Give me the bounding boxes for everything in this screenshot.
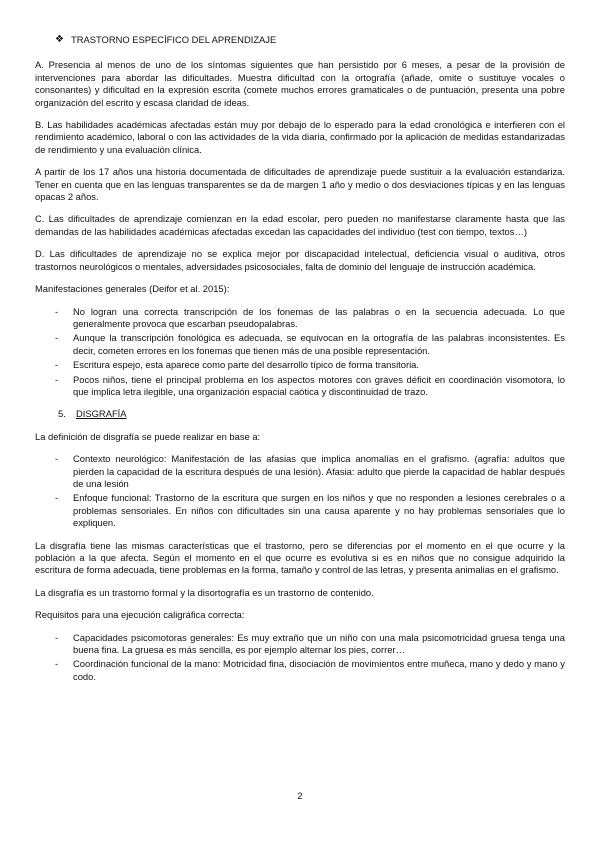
paragraph-criterion-d: D. Las dificultades de aprendizaje no se explica mejor por discapacidad intelectual, deficiencia visual o auditiva, otros trastornos neurológicos o mentales, adversidades psicosociales, falta de dominio del lenguaje de instrucción académica.: [35, 248, 565, 272]
page-number: 2: [297, 790, 303, 801]
dash-bullet: -: [55, 359, 59, 371]
manifestaciones-list: [35, 306, 565, 399]
list-item: [35, 658, 565, 683]
list-item-text: Pocos niños, tiene el principal problema en los aspectos motores con graves déficit en coordinación visomotora, lo que implica letra ilegible, una organización espacial caótica y discontinuidad de trazo.: [73, 373, 565, 397]
dash-bullet: -: [55, 492, 59, 504]
dash-bullet: -: [55, 453, 59, 465]
dash-bullet: -: [55, 373, 59, 385]
list-item-text: Coordinación funcional de la mano: Motricidad fina, disociación de movimientos entre muñeca, mano y dedo y mano y codo.: [73, 658, 565, 682]
list-item: [35, 306, 565, 331]
list-item: [35, 332, 565, 357]
list-item-text: No logran una correcta transcripción de los fonemas de las palabras o en la secuencia adecuada. Lo que generalmente provoca que escarban pseudopalabras.: [73, 305, 565, 329]
list-item-text: Aunque la transcripción fonológica es adecuada, se equivocan en la ortografía de las palabras inconsistentes. Es decir, cometen errores en los fonemas que tienen más de una posible representación.: [73, 332, 565, 356]
dash-bullet: -: [55, 658, 59, 670]
paragraph-disgrafia: La disgrafía tiene las mismas características que el trastorno, pero se diferencias por el momento en el que ocurre y la población a la que afecta. Según el momento en el que ocurre es evolutiva si es en niños que no consigue adquirido la escritura de forma adecuada, tiene problemas en la forma, tamaño y control de las letras, y presenta animalias en el grafismo.: [35, 539, 565, 576]
requisitos-list: [35, 632, 565, 684]
list-item-text: Escritura espejo, esta aparece como parte del desarrollo típico de forma transitoria.: [73, 359, 420, 371]
list-item: [35, 632, 565, 657]
list-item: [35, 374, 565, 399]
list-item: [35, 359, 565, 371]
dash-bullet: -: [55, 305, 59, 317]
list-item-text: Enfoque funcional: Trastorno de la escritura que surgen en los niños y que no responden a lesiones cerebrales o a problemas sensoriales. En niños con dificultades sin una causa aparente y no hay problemas sensoriales que lo expliquen.: [73, 492, 565, 529]
page-content: [35, 34, 565, 693]
paragraph-criterion-a: A. Presencia al menos de uno de los síntomas siguientes que han persistido por 6 meses, a pesar de la provisión de intervenciones para abordar las dificultades. Muestra dificultad con la ortografía (añade, omite o sustituye vocales o consonantes) y dificultad en la expresión escrita (comete muchos errores gramaticales o de puntuación, presenta una pobre organización del escrito y escasa claridad de ideas.: [35, 59, 565, 108]
dash-bullet: -: [55, 332, 59, 344]
list-item: [35, 492, 565, 529]
paragraph-age-17: A partir de los 17 años una historia documentada de dificultades de aprendizaje puede sustituir a la evaluación estandariza. Tener en cuenta que en las lenguas transparentes se da de margen 1 año y medio o dos desviaciones típicas y en las lenguas opacas 2 años.: [35, 166, 565, 203]
list-item: [35, 453, 565, 490]
dash-bullet: -: [55, 631, 59, 643]
paragraph-manifestaciones: Manifestaciones generales (Deifor et al. 2015):: [35, 283, 230, 295]
section-heading: [55, 34, 565, 46]
paragraph-criterion-b: B. Las habilidades académicas afectadas están muy por debajo de lo esperado para la edad cronológica e interfieren con el rendimiento académico, laboral o con las actividades de la vida diaria, confirmado por la aplicación de medidas estandarizadas de rendimiento y una evaluación clínica.: [35, 119, 565, 155]
diamond-bullet-icon: ❖: [55, 34, 64, 45]
paragraph-requisitos: Requisitos para una ejecución caligráfica correcta:: [35, 609, 245, 621]
section-number: 5.: [58, 408, 66, 420]
paragraph-criterion-c: C. Las dificultades de aprendizaje comienzan en la edad escolar, pero pueden no manifestarse claramente hasta que las demandas de las habilidades académicas afectadas excedan las capacidades del individuo (test con tiempo, textos…): [35, 213, 565, 237]
section-title-text: DISGRAFÍA: [76, 408, 127, 420]
list-item-text: Capacidades psicomotoras generales: Es muy extraño que un niño con una mala psicomotricidad gruesa tenga una buena fina. La gruesa es más sencilla, es por ejemplo alternar los pies, correr…: [73, 631, 565, 656]
definicion-list: [35, 453, 565, 529]
heading-title: TRASTORNO ESPECÍFICO DEL APRENDIZAJE: [71, 34, 277, 45]
section-5-title: [58, 408, 565, 420]
paragraph-formal: La disgrafía es un trastorno formal y la disortografía es un trastorno de contenido.: [35, 586, 374, 598]
list-item-text: Contexto neurológico: Manifestación de las afasias que implica anomalías en el grafismo. (agrafía: adultos que pierden la capacidad de la escritura después de una lesión). Afasia: adulto que pierde la capacidad de hablar después de una lesión: [73, 453, 565, 489]
paragraph-definicion: La definición de disgrafía se puede realizar en base a:: [35, 430, 261, 442]
